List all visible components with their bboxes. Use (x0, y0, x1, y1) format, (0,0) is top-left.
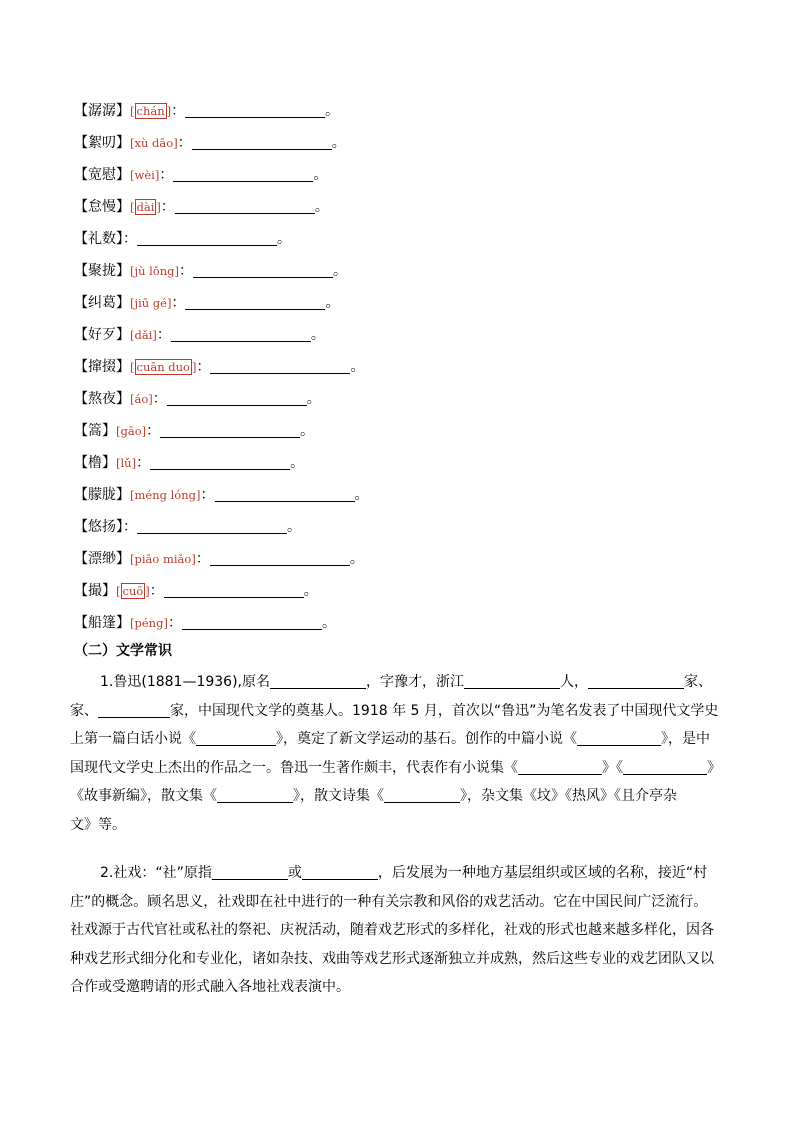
left-bracket: 【 (74, 359, 88, 375)
colon: ： (160, 199, 175, 215)
period: 。 (325, 103, 340, 119)
vocab-pinyin: dài (136, 200, 155, 214)
answer-blank[interactable] (164, 583, 304, 598)
vocab-word: 撮 (88, 583, 102, 599)
vocab-row (74, 290, 724, 322)
right-bracket: 】 (116, 199, 130, 215)
vocab-row (74, 514, 724, 546)
pinyin-bracket: [ (130, 616, 135, 630)
colon: ： (159, 167, 174, 183)
right-bracket: 】 (116, 519, 123, 535)
text: 《故事新编》，散文集《 (70, 788, 217, 804)
vocab-pinyin: dǎi (134, 328, 153, 342)
pinyin-bracket: [ (130, 392, 135, 406)
colon: ： (171, 295, 186, 311)
text: ，后发展为一种地方基层组织或区域的名称，接近“村 (377, 865, 708, 881)
literature-paragraph-2 (70, 859, 725, 1002)
vocab-word: 朦胧 (88, 487, 116, 503)
vocab-word: 絮叨 (88, 135, 116, 151)
answer-blank[interactable] (150, 455, 290, 470)
right-bracket: 】 (116, 487, 130, 503)
fill-blank[interactable] (518, 759, 602, 775)
text: 2.社戏：“社”原指 (100, 865, 212, 881)
fill-blank[interactable] (196, 730, 276, 746)
vocab-row (74, 450, 724, 482)
pinyin-bracket: ] (191, 552, 196, 566)
pinyin-bracket: ] (166, 104, 172, 118)
colon: ： (171, 103, 186, 119)
text-line: 合作或受邀聘请的形式融入各地社戏表演中。 (70, 979, 350, 995)
text: 国现代文学史上杰出的作品之一。鲁迅一生著作颇丰，代表作有小说集《 (70, 759, 518, 776)
vocab-word: 撺掇 (88, 359, 116, 375)
answer-blank[interactable] (160, 423, 300, 438)
answer-blank[interactable] (185, 103, 325, 118)
text-line: 庄”的概念。顾名思义，社戏即在社中进行的一种有关宗教和风俗的戏艺活动。它在中国民间广泛流行。 (70, 893, 708, 910)
right-bracket: 】 (116, 295, 130, 311)
answer-blank[interactable] (137, 519, 287, 534)
pinyin-bracket: [ (116, 456, 121, 470)
fill-blank[interactable] (577, 730, 661, 746)
vocab-pinyin: méng lóng (134, 488, 197, 502)
left-bracket: 【 (74, 263, 88, 279)
colon: ： (179, 263, 193, 279)
left-bracket: 【 (74, 423, 88, 439)
left-bracket: 【 (74, 519, 88, 535)
period: 。 (277, 231, 291, 247)
period: 。 (310, 327, 325, 343)
vocab-row (74, 354, 724, 386)
text: 人， (560, 674, 588, 690)
vocab-row (74, 546, 724, 578)
section-heading: （二）文学常识 (74, 643, 172, 659)
fill-blank[interactable] (623, 759, 707, 775)
period: 。 (306, 391, 321, 407)
answer-blank[interactable] (182, 615, 322, 630)
right-bracket: 】 (116, 167, 130, 183)
right-bracket: 】 (116, 327, 130, 343)
vocab-row (74, 322, 724, 354)
vocab-row (74, 578, 724, 610)
right-bracket: 】 (102, 455, 116, 471)
vocab-row (74, 130, 724, 162)
colon: ： (195, 551, 210, 567)
text-line: 社戏源于古代官社或私社的祭祀、庆祝活动，随着戏艺形式的多样化，社戏的形式也越来越多样化，因各 (70, 922, 714, 938)
pinyin-bracket: [ (130, 264, 135, 278)
period: 。 (321, 615, 336, 631)
vocab-row (74, 194, 724, 226)
pinyin-bracket: ] (141, 424, 147, 438)
text: 1.鲁迅(1881—1936),原名 (100, 674, 270, 690)
text: 》 (707, 759, 721, 776)
pinyin-bracket: [ (130, 104, 135, 118)
vocab-word: 漂缈 (88, 551, 116, 567)
left-bracket: 【 (74, 551, 88, 567)
answer-blank[interactable] (210, 551, 350, 566)
text: 文》等。 (70, 816, 126, 833)
pinyin-bracket: [ (116, 424, 121, 438)
period: 。 (287, 519, 301, 535)
vocab-word: 船篷 (88, 615, 116, 631)
answer-blank[interactable] (192, 135, 332, 150)
period: 。 (349, 551, 364, 567)
answer-blank[interactable] (137, 231, 277, 246)
vocab-pinyin: piāo miǎo (134, 552, 192, 566)
period: 。 (303, 583, 318, 599)
right-bracket: 】 (116, 551, 130, 567)
vocab-row (74, 386, 724, 418)
pinyin-bracket: ] (163, 616, 168, 630)
text: 》《 (602, 759, 623, 776)
left-bracket: 【 (74, 199, 88, 215)
pinyin-bracket: ] (156, 200, 161, 214)
vocab-row (74, 226, 724, 258)
text: 》，散文诗集《 (293, 788, 384, 804)
left-bracket: 【 (74, 615, 88, 631)
vocabulary-list (74, 98, 724, 642)
answer-blank[interactable] (215, 487, 355, 502)
period: 。 (313, 167, 328, 183)
vocab-pinyin: péng (134, 616, 164, 630)
pinyin-bracket: [ (130, 360, 135, 374)
right-bracket: 】 (116, 615, 130, 631)
vocab-pinyin: lǔ (120, 456, 132, 470)
colon: ： (136, 455, 151, 471)
period: 。 (331, 135, 346, 151)
colon: ： (200, 487, 215, 503)
fill-blank[interactable] (588, 673, 684, 689)
vocab-row (74, 98, 724, 130)
text: 》，奠定了新文学运动的基石。创作的中篇小说《 (276, 731, 577, 747)
vocab-pinyin: cuān duo (136, 360, 190, 374)
vocab-word: 潺潺 (88, 103, 116, 119)
left-bracket: 【 (74, 583, 88, 599)
fill-blank[interactable] (270, 673, 366, 689)
period: 。 (290, 455, 305, 471)
answer-blank[interactable] (185, 295, 325, 310)
right-bracket: 】 (116, 231, 123, 247)
answer-blank[interactable] (171, 327, 311, 342)
period: 。 (314, 199, 329, 215)
left-bracket: 【 (74, 455, 88, 471)
pinyin-bracket: [ (130, 552, 135, 566)
right-bracket: 】 (116, 359, 130, 375)
pinyin-bracket: [ (130, 200, 135, 214)
vocab-pinyin: jiū gé (134, 296, 167, 310)
text: 家，中国现代文学的奠基人。1918 年 5 月，首次以“鲁迅”为笔名发表了中国现代文学史 (170, 702, 719, 719)
period: 。 (350, 359, 365, 375)
left-bracket: 【 (74, 487, 88, 503)
text: 上第一篇白话小说《 (70, 731, 196, 747)
vocab-pinyin: wèi (134, 168, 155, 182)
colon: ： (123, 519, 137, 535)
right-bracket: 】 (116, 263, 130, 279)
period: 。 (333, 263, 347, 279)
colon: ： (156, 327, 171, 343)
pinyin-bracket: ] (196, 488, 201, 502)
right-bracket: 】 (102, 423, 116, 439)
vocab-word: 好歹 (88, 327, 116, 343)
text: 》，是中 (661, 731, 710, 747)
left-bracket: 【 (74, 391, 88, 407)
left-bracket: 【 (74, 103, 88, 119)
vocab-row (74, 162, 724, 194)
left-bracket: 【 (74, 295, 88, 311)
pinyin-bracket: ] (145, 584, 150, 598)
fill-blank[interactable] (302, 864, 378, 880)
pinyin-bracket: [ (130, 296, 135, 310)
vocab-word: 聚拢 (88, 263, 116, 279)
fill-blank[interactable] (217, 787, 293, 803)
text: 家、 (684, 674, 712, 690)
literature-paragraph-1 (70, 668, 725, 839)
vocab-word: 熬夜 (88, 391, 116, 407)
colon: ： (146, 423, 161, 439)
colon: ： (167, 615, 182, 631)
vocab-word: 篙 (88, 423, 102, 439)
pinyin-bracket: ] (131, 456, 137, 470)
answer-blank[interactable] (193, 263, 333, 278)
pinyin-bracket: [ (130, 488, 135, 502)
vocab-pinyin: áo (134, 392, 149, 406)
text: 或 (287, 865, 302, 881)
pinyin-bracket: [ (130, 136, 135, 150)
pinyin-bracket: ] (174, 264, 179, 278)
vocab-word: 悠扬 (88, 519, 116, 535)
fill-blank[interactable] (384, 787, 460, 803)
right-bracket: 】 (116, 103, 130, 119)
vocab-row (74, 258, 724, 290)
text: ，字豫才，浙江 (366, 674, 464, 690)
right-bracket: 】 (102, 583, 116, 599)
text: 》，杂文集《坟》《热风》《且介亭杂 (460, 788, 677, 804)
fill-blank[interactable] (464, 673, 560, 689)
vocab-pinyin: gāo (120, 424, 142, 438)
pinyin-bracket: ] (166, 296, 172, 310)
colon: ： (177, 135, 192, 151)
pinyin-bracket: ] (148, 392, 153, 406)
vocab-word: 宽慰 (88, 167, 116, 183)
vocab-pinyin: xù dāo (134, 136, 174, 150)
vocab-word: 橹 (88, 455, 102, 471)
vocab-word: 礼数 (88, 231, 116, 247)
left-bracket: 【 (74, 231, 88, 247)
vocab-pinyin: chán (136, 104, 165, 118)
period: 。 (325, 295, 340, 311)
pinyin-bracket: [ (130, 328, 135, 342)
pinyin-bracket: ] (154, 168, 160, 182)
fill-blank[interactable] (212, 864, 288, 880)
vocab-pinyin: jù lǒng (134, 264, 175, 278)
pinyin-bracket: ] (152, 328, 157, 342)
vocab-row (74, 610, 724, 642)
left-bracket: 【 (74, 327, 88, 343)
answer-blank[interactable] (210, 359, 350, 374)
colon: ： (196, 359, 211, 375)
answer-blank[interactable] (175, 199, 315, 214)
colon: ： (123, 231, 137, 247)
vocab-word: 怠慢 (88, 199, 116, 215)
left-bracket: 【 (74, 135, 88, 151)
text-line: 种戏艺形式细分化和专业化，诸如杂技、戏曲等戏艺形式逐渐独立并成熟，然后这些专业的戏艺团队又以 (70, 950, 714, 967)
vocab-pinyin: cuō (122, 584, 144, 598)
vocab-row (74, 482, 724, 514)
vocab-row (74, 418, 724, 450)
answer-blank[interactable] (167, 391, 307, 406)
pinyin-bracket: [ (130, 168, 135, 182)
fill-blank[interactable] (98, 702, 170, 718)
answer-blank[interactable] (173, 167, 313, 182)
colon: ： (149, 583, 164, 599)
pinyin-bracket: ] (173, 136, 178, 150)
left-bracket: 【 (74, 167, 88, 183)
vocab-word: 纠葛 (88, 295, 116, 311)
pinyin-bracket: [ (116, 584, 121, 598)
pinyin-bracket: ] (191, 360, 197, 374)
text: 家、 (70, 702, 98, 719)
period: 。 (354, 487, 369, 503)
colon: ： (152, 391, 167, 407)
right-bracket: 】 (116, 135, 130, 151)
period: 。 (300, 423, 315, 439)
right-bracket: 】 (116, 391, 130, 407)
